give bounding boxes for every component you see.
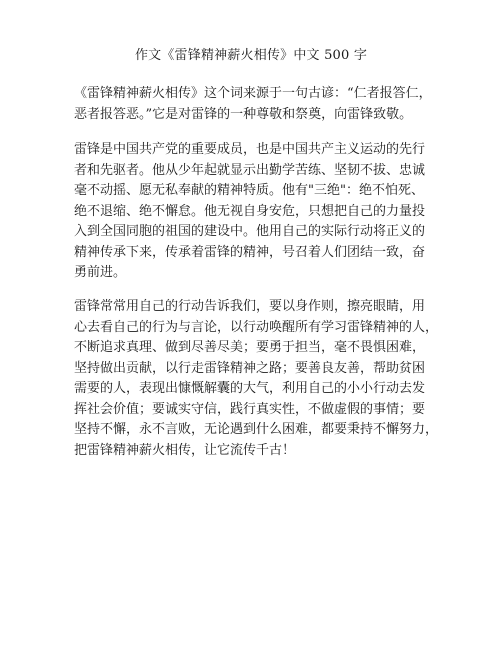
paragraph-line: 心去看自己的行为与言论，以行动唤醒所有学习雷锋精神的人， [74,319,439,335]
paragraph-line: 精神传承下来，传承着雷锋的精神，号召着人们团结一致，奋 [74,244,426,260]
paragraph-line: 雷锋是中国共产党的重要成员，也是中国共产主义运动的先行 [74,142,426,157]
paragraph-3 [74,297,439,461]
paragraph-line: 勇前进。 [74,265,127,280]
paragraph-line: 入到全国同胞的祖国的建设中。他用自己的实际行动将正义的 [74,224,426,239]
paragraph-line: 绝不退缩、绝不懈怠。他无视自身安危，只想把自己的力量投 [74,203,426,219]
paragraph-line: 坚持不懈，永不言败，无论遇到什么困难，都要秉持不懈努力， [74,422,439,437]
paragraph-line: 挥社会价值；要诚实守信，践行真实性，不做虚假的事情；要 [74,401,426,417]
document-title: 作文《雷锋精神薪火相传》中文 500 字 [134,48,368,63]
paragraph-line: 不断追求真理、做到尽善尽美；要勇于担当，毫不畏惧困难， [74,340,426,355]
paragraph-line: 把雷锋精神薪火相传，让它流传千古！ [74,442,296,458]
paragraph-line: 毫不动摇、愿无私奉献的精神特质。他有"三绝"：绝不怕死、 [74,183,424,198]
paragraph-2 [74,140,436,284]
paragraph-line: 雷锋常常用自己的行动告诉我们，要以身作则，擦亮眼睛，用 [74,299,426,314]
paragraph-line: 《雷锋精神薪火相传》这个词来源于一句古谚：“仁者报答仁， [74,86,432,101]
paragraph-line: 需要的人，表现出慷慨解囊的大气，利用自己的小小行动去发 [74,381,426,396]
paragraph-line: 恶者报答恶。”它是对雷锋的一种尊敬和祭奠，向雷锋致敬。 [74,106,413,122]
paragraph-line: 坚持做出贡献，以行走雷锋精神之路；要善良友善，帮助贫困 [74,360,426,376]
paragraph-1 [74,84,436,125]
paragraph-line: 者和先驱者。他从少年起就显示出勤学苦练、坚韧不拔、忠诚 [74,162,426,178]
